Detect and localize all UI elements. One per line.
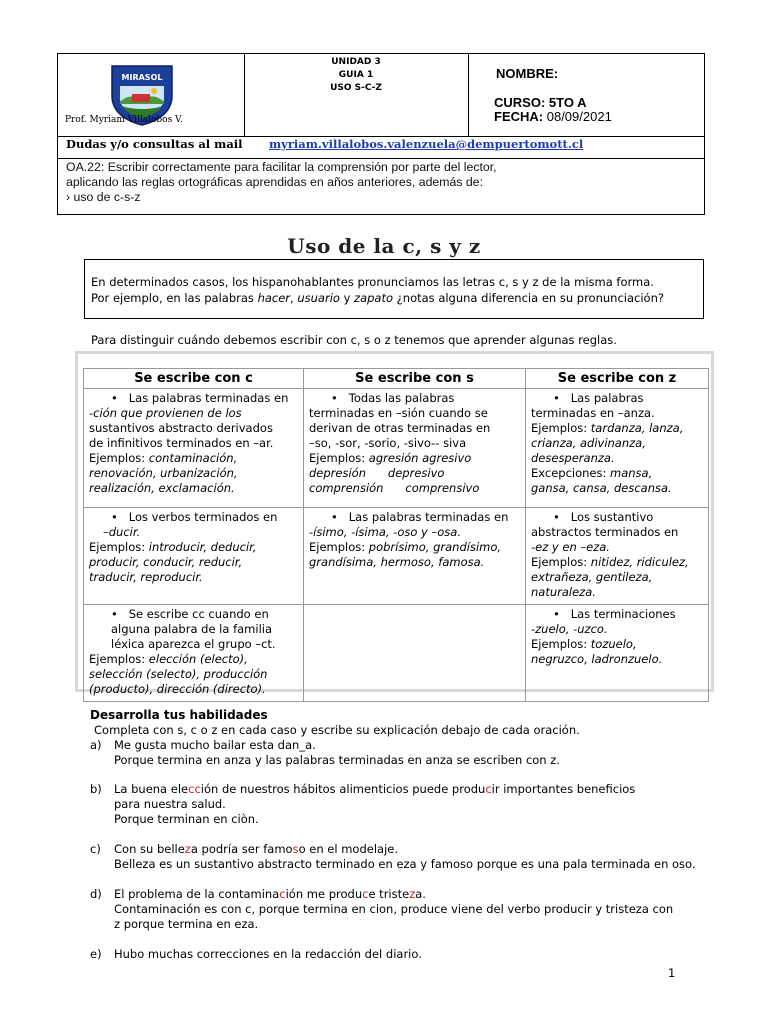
examples: producir, conducir, reducir, — [89, 555, 243, 569]
objective-line: aplicando las reglas ortográficas aprendidas en años anteriores, además de: — [66, 175, 483, 189]
filled-letter: c — [485, 782, 492, 796]
examples-label: Ejemplos: — [531, 637, 591, 651]
filled-letter: c — [362, 887, 369, 901]
examples: introducir, deducir, — [148, 540, 257, 554]
date-label: FECHA: — [494, 109, 544, 124]
exercise-sentence: para nuestra salud. — [114, 797, 226, 811]
rule-line: terminadas en –anza. — [531, 406, 655, 420]
intro-line — [91, 290, 703, 306]
rule-line: sustantivos abstracto derivados — [89, 421, 273, 435]
examples-label: Ejemplos: — [89, 451, 149, 465]
rule-line: terminadas en –sión cuando se — [309, 406, 488, 420]
rule-cell — [526, 605, 709, 702]
examples: pobrísimo, grandísimo, — [368, 540, 502, 554]
exercise-b-text — [114, 782, 635, 827]
exercise-sentence: Con su belleza podría ser famoso en el modelaje. — [114, 842, 399, 856]
objective-line: OA.22: Escribir correctamente para facilitar la comprensión por parte del lector, — [66, 160, 497, 174]
examples: negruzco, ladronzuelo. — [531, 652, 663, 666]
rule-line: -ez y en –eza. — [531, 540, 610, 554]
teacher-name: Prof. Myriam Villalobos V. — [65, 115, 183, 125]
rule-line: –ducir. — [103, 525, 141, 539]
filled-letter: z — [409, 887, 416, 901]
examples: contaminación, — [148, 451, 238, 465]
examples: (producto), dirección (directo). — [89, 682, 266, 696]
rules-intro-text: Para distinguir cuándo debemos escribir con c, s o z tenemos que aprender algunas reglas. — [91, 333, 617, 347]
rule-line: alguna palabra de la familia — [111, 622, 272, 636]
rule-line: -ísimo, -ísima, -oso y –osa. — [309, 525, 461, 539]
contact-email-link[interactable]: myriam.villalobos.valenzuela@dempuertomott.cl — [269, 137, 584, 151]
examples: desesperanza. — [531, 451, 615, 465]
exercise-answer: Porque termina en anza y las palabras terminadas en anza se escriben con z. — [114, 753, 560, 767]
rule-line: abstractos terminados en — [531, 525, 679, 539]
crest-text: MIRASOL — [121, 73, 163, 82]
filled-letter: s — [292, 842, 299, 856]
rule-line: • Las terminaciones — [553, 607, 676, 621]
rule-line: • Las palabras — [553, 391, 644, 405]
rule-line: -ción que provienen de los — [89, 406, 242, 420]
exercise-label: a) — [90, 738, 102, 752]
page-title: Uso de la c, s y z — [287, 234, 481, 258]
examples: renovación, urbanización, — [89, 466, 238, 480]
page-number: 1 — [668, 966, 676, 980]
example-word: hacer — [257, 291, 291, 305]
intro-box — [84, 259, 704, 319]
rule-cell — [304, 508, 526, 605]
rule-line: –so, -sor, -sorio, -sivo-- siva — [309, 436, 467, 450]
examples-label: Ejemplos: — [309, 451, 369, 465]
examples: agresión agresivo — [368, 451, 472, 465]
filled-letter: z — [184, 842, 191, 856]
exercise-e-label: e) — [90, 947, 102, 961]
examples: traducir, reproducir. — [89, 570, 203, 584]
date-value: 08/09/2021 — [546, 109, 612, 124]
examples: tozuelo, — [590, 637, 637, 651]
example-word: usuario — [297, 291, 340, 305]
rule-line: -zuelo, -uzco. — [531, 622, 608, 636]
exercise-e-text: Hubo muchas correcciones en la redacción del diario. — [114, 947, 422, 961]
rule-cell — [84, 605, 304, 702]
examples: depresión depresivo — [309, 466, 445, 480]
examples: elección (electo), — [148, 652, 248, 666]
examples: selección (selecto), producción — [89, 667, 268, 681]
rule-line: léxica aparezca el grupo –ct. — [111, 637, 276, 651]
intro-text: ¿notas alguna diferencia en su pronunciación? — [393, 291, 664, 305]
guide-label: GUIA 1 — [338, 70, 374, 80]
exercises-instruction: Completa con s, c o z en cada caso y escribe su explicación debajo de cada oración. — [94, 723, 580, 737]
examples-label: Ejemplos: — [531, 421, 591, 435]
exercise-a — [90, 738, 102, 753]
column-header-s: Se escribe con s — [304, 369, 526, 389]
examples: crianza, adivinanza, — [531, 436, 646, 450]
column-header-z: Se escribe con z — [526, 369, 709, 389]
rule-line: de infinitivos terminados en –ar. — [89, 436, 274, 450]
exercise-c-text — [114, 842, 696, 872]
unit-info — [245, 56, 467, 95]
rule-cell — [84, 508, 304, 605]
date-field — [494, 109, 612, 124]
examples: tardanza, lanza, — [590, 421, 684, 435]
exercise-a-text — [114, 738, 560, 768]
empty-cell — [304, 605, 526, 702]
rule-line: • Las palabras terminadas en — [331, 510, 509, 524]
rule-cell — [84, 389, 304, 508]
rule-line: • Se escribe cc cuando en — [111, 607, 269, 621]
course-label: CURSO: 5TO A — [494, 95, 587, 110]
rule-line: • Todas las palabras — [331, 391, 455, 405]
filled-letter: c — [279, 887, 286, 901]
exceptions-label: Excepciones: — [531, 466, 611, 480]
rule-cell — [304, 389, 526, 508]
objective-line: › uso de c-s-z — [66, 190, 141, 204]
examples: extrañeza, gentileza, — [531, 570, 653, 584]
examples: realización, exclamación. — [89, 481, 235, 495]
examples-label: Ejemplos: — [89, 652, 149, 666]
exercise-c-label: c) — [90, 842, 101, 856]
exercise-sentence: La buena elección de nuestros hábitos alimenticios puede producir importantes beneficios — [114, 782, 636, 796]
rule-cell — [526, 508, 709, 605]
intro-text: Por ejemplo, en las palabras — [91, 291, 258, 305]
examples: grandísima, hermoso, famosa. — [309, 555, 485, 569]
rules-table — [83, 368, 709, 702]
column-header-c: Se escribe con c — [84, 369, 304, 389]
learning-objective — [66, 160, 497, 205]
topic-label: USO S-C-Z — [330, 83, 382, 93]
intro-text: y — [339, 291, 355, 305]
examples: naturaleza. — [531, 585, 596, 599]
questions-label: Dudas y/o consultas al mail — [66, 137, 243, 151]
intro-line: En determinados casos, los hispanohablantes pronunciamos las letras c, s y z de la misma forma. — [91, 275, 654, 289]
exceptions: mansa, — [610, 466, 653, 480]
exercise-answer: Contaminación es con c, porque termina en cion, produce viene del verbo producir y tristeza con — [114, 902, 674, 916]
exercise-b-label: b) — [90, 782, 102, 796]
exceptions: gansa, cansa, descansa. — [531, 481, 672, 495]
divider — [58, 158, 704, 159]
exercise-answer: Porque terminan en ciòn. — [114, 812, 259, 826]
exercise-answer: z porque termina en eza. — [114, 917, 259, 931]
exercises-heading: Desarrolla tus habilidades — [90, 708, 268, 722]
rule-line: • Los sustantivo — [553, 510, 654, 524]
example-word: zapato — [354, 291, 394, 305]
examples-label: Ejemplos: — [531, 555, 591, 569]
header-table — [57, 53, 705, 215]
exercise-d-label: d) — [90, 887, 102, 901]
rule-line: • Las palabras terminadas en — [111, 391, 289, 405]
exercise-answer: Belleza es un sustantivo abstracto terminado en eza y famoso porque es una pala terminada en oso. — [114, 857, 696, 871]
unit-label: UNIDAD 3 — [331, 57, 381, 67]
rule-line: • Los verbos terminados en — [111, 510, 278, 524]
rule-cell — [526, 389, 709, 508]
examples-label: Ejemplos: — [89, 540, 149, 554]
examples-label: Ejemplos: — [309, 540, 369, 554]
intro-text: , — [290, 291, 298, 305]
filled-letter: cc — [188, 782, 201, 796]
rule-line: derivan de otras terminadas en — [309, 421, 491, 435]
divider — [468, 54, 469, 137]
examples: comprensión comprensivo — [309, 481, 480, 495]
exercise-sentence: El problema de la contaminación me produce tristeza. — [114, 887, 426, 901]
exercise-sentence: Me gusta mucho bailar esta dan_a. — [114, 738, 316, 752]
examples: nitidez, ridiculez, — [590, 555, 689, 569]
name-label: NOMBRE: — [496, 66, 559, 81]
exercise-d-text — [114, 887, 673, 932]
